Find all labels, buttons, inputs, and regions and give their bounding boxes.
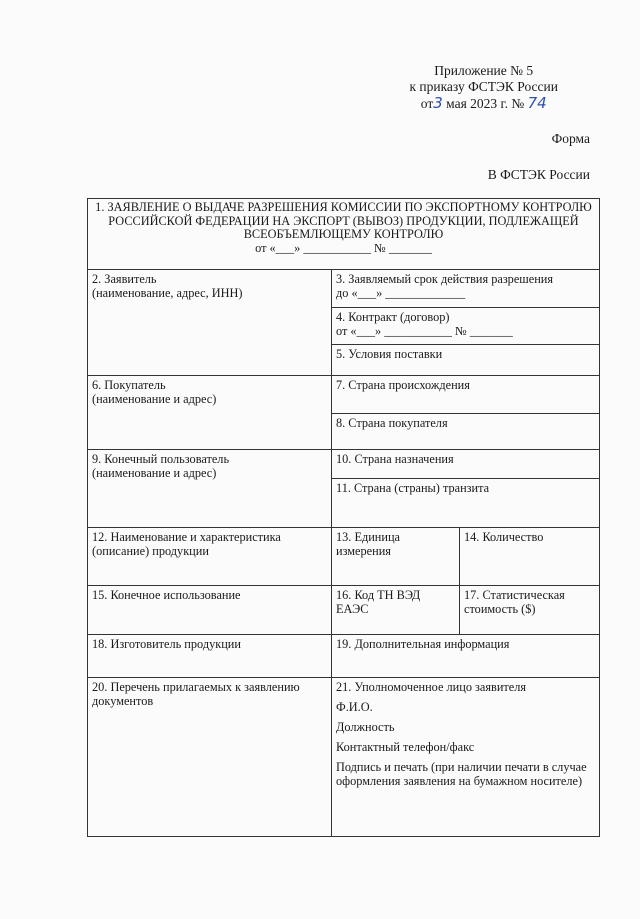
field-20-attached-documents[interactable]: 20. Перечень прилагаемых к заявлению документов [88,678,332,837]
form-title-cell [88,199,600,270]
handwritten-day: 3 [433,94,443,112]
field-6-buyer[interactable]: 6. Покупатель (наименование и адрес) [88,376,332,450]
field-14-quantity[interactable]: 14. Количество [460,528,600,586]
field-3-validity-period[interactable]: 3. Заявляемый срок действия разрешения до «___» _____________ [332,270,600,308]
field-16-customs-code[interactable]: 16. Код ТН ВЭД ЕАЭС [332,586,460,635]
position-line: Должность [336,720,395,734]
field-13-unit-of-measure[interactable]: 13. Единица измерения [332,528,460,586]
field-17-statistical-value[interactable]: 17. Статистическая стоимость ($) [460,586,600,635]
addressee: В ФСТЭК России [487,167,590,182]
form-label: Форма [551,131,590,146]
field-18-manufacturer[interactable]: 18. Изготовитель продукции [88,635,332,678]
field-15-end-use[interactable]: 15. Конечное использование [88,586,332,635]
field-19-additional-info[interactable]: 19. Дополнительная информация [332,635,600,678]
field-10-destination-country[interactable]: 10. Страна назначения [332,450,600,479]
field-12-product-description[interactable]: 12. Наименование и характеристика (описание) продукции [88,528,332,586]
field-4-contract[interactable]: 4. Контракт (договор) от «___» ___________ № _______ [332,308,600,345]
field-5-delivery-terms[interactable]: 5. Условия поставки [332,345,600,376]
field-9-end-user[interactable]: 9. Конечный пользователь (наименование и адрес) [88,450,332,528]
authorized-person-label: 21. Уполномоченное лицо заявителя [336,680,527,694]
handwritten-order-number: 74 [527,94,547,112]
order-date: от3 мая 2023 г. № 74 [420,94,547,112]
signature-line: Подпись и печать (при наличии печати в случае оформления заявления на бумажном носителе) [336,760,587,788]
appendix-number: Приложение № 5 [434,63,534,78]
field-7-country-of-origin[interactable]: 7. Страна происхождения [332,376,600,414]
order-reference: к приказу ФСТЭК России [409,79,558,94]
field-8-buyer-country[interactable]: 8. Страна покупателя [332,414,600,450]
field-11-transit-countries[interactable]: 11. Страна (страны) транзита [332,479,600,528]
form-title-date-line: от «___» ___________ № _______ [255,240,432,255]
full-name-line: Ф.И.О. [336,700,373,714]
field-2-applicant[interactable]: 2. Заявитель (наименование, адрес, ИНН) [88,270,332,376]
application-form-table [87,198,600,837]
field-21-authorized-person[interactable] [332,678,600,837]
form-title: 1. ЗАЯВЛЕНИЕ О ВЫДАЧЕ РАЗРЕШЕНИЯ КОМИССИИ ПО ЭКСПОРТНОМУ КОНТРОЛЮ РОССИЙСКОЙ ФЕДЕРАЦИИ НА ЭКСПОРТ (ВЫВОЗ) ПРОДУКЦИИ, ПОДЛЕЖАЩЕЙ ВСЕОБЪЕМЛЮЩЕМУ КОНТРОЛЮ [95,200,592,241]
contact-phone-line: Контактный телефон/факс [336,740,475,754]
document-header [409,63,558,112]
